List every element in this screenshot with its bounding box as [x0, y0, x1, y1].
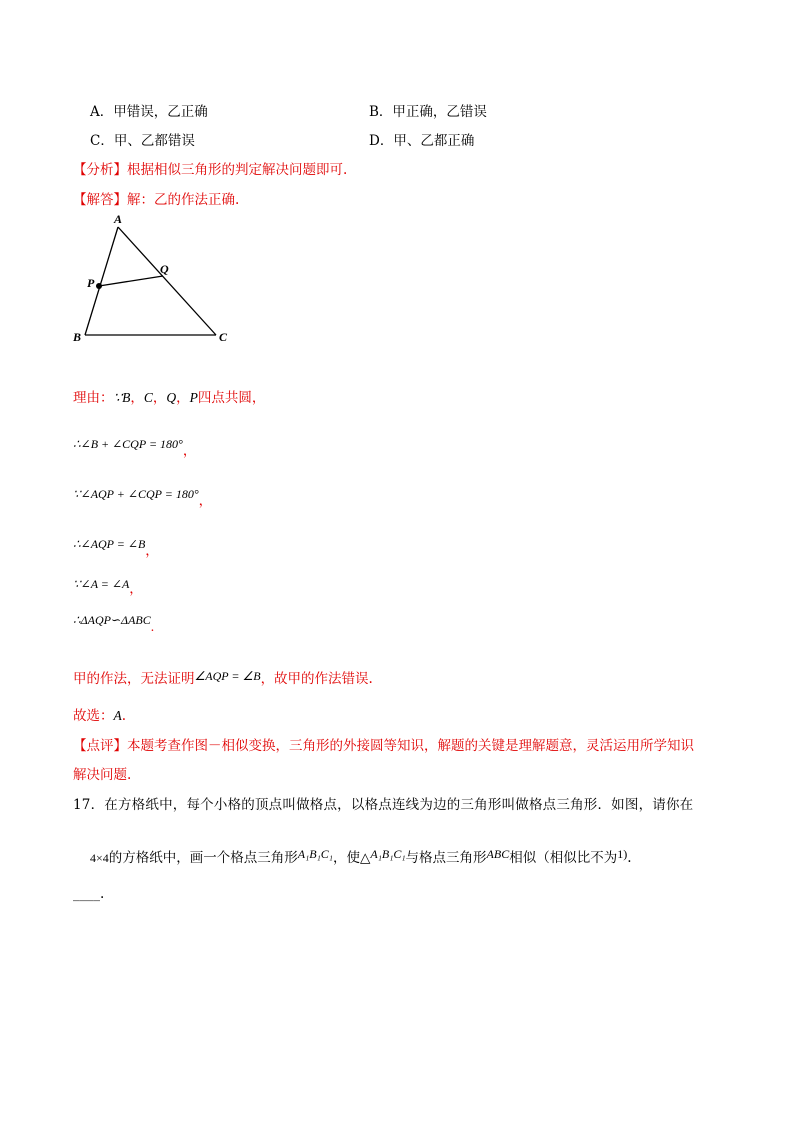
proof-line-4-math: ∵∠A = ∠A: [73, 577, 130, 591]
answer-text: 解：乙的作法正确.: [127, 192, 240, 208]
reason-comma-1: ，: [130, 390, 144, 406]
label-q: Q: [160, 262, 169, 276]
label-a: A: [114, 212, 123, 226]
q17-line-2-e: .: [627, 850, 632, 866]
proof-line-4-comma: ，: [129, 581, 143, 596]
reason-suffix: 四点共圆，: [197, 390, 266, 406]
label-c: C: [219, 330, 228, 344]
q17-one: 1): [617, 847, 628, 861]
segment-pq: [99, 276, 163, 286]
jia-prefix: 甲的作法，无法证明: [73, 671, 195, 687]
review-text-1: 本题考查作图－相似变换，三角形的外接圆等知识，解题的关键是理解题意，灵活运用所学知识: [127, 738, 694, 754]
triangle-figure: [66, 210, 246, 350]
point-p-dot: [96, 283, 102, 289]
option-b: B．甲正确，乙错误: [369, 104, 487, 120]
proof-line-1-comma: ，: [182, 443, 197, 458]
proof-line-5: [73, 612, 155, 634]
jia-math: ∠AQP = ∠B: [194, 669, 261, 683]
answer-line: [73, 188, 239, 208]
q17-line-2-c: 与格点三角形: [405, 850, 487, 866]
q17-answer-blank: ____.: [73, 886, 105, 902]
jia-line: [73, 667, 373, 687]
reason-comma-2: ，: [152, 390, 167, 406]
q17-tri-1: A₁B₁C₁: [297, 847, 333, 861]
q17-line-1: 17．在方格纸中，每个小格的顶点叫做格点，以格点连线为边的三角形叫做格点三角形．如图，请你在: [73, 797, 694, 813]
proof-line-4: [73, 572, 143, 596]
proof-line-2: [73, 482, 213, 508]
reason-math-c: C: [143, 390, 153, 405]
analysis-tag: 【分析】: [73, 162, 127, 178]
proof-line-1-math: ∴∠B + ∠CQP = 180°: [73, 437, 183, 451]
jia-suffix: ，故甲的作法错误.: [260, 671, 373, 687]
q17-line-2-b: ，使△: [332, 850, 371, 866]
q17-grid: 4×4: [90, 851, 109, 865]
proof-line-2-comma: ，: [198, 493, 213, 508]
proof-line-5-period: .: [150, 619, 155, 634]
label-p: P: [87, 276, 95, 290]
reason-math-b: ∵B: [113, 390, 131, 405]
review-line-2: 解决问题.: [73, 767, 132, 783]
proof-line-2-math: ∵∠AQP + ∠CQP = 180°: [73, 487, 199, 501]
option-a: A．甲错误，乙正确: [90, 104, 208, 120]
analysis-text: 根据相似三角形的判定解决问题即可.: [127, 162, 348, 178]
reason-prefix: 理由：: [73, 390, 114, 406]
proof-line-3-comma: ，: [145, 543, 159, 558]
answer-tag: 【解答】: [73, 192, 127, 208]
proof-line-3: [73, 532, 159, 558]
option-c: C．甲、乙都错误: [90, 133, 195, 149]
proof-line-3-math: ∴∠AQP = ∠B: [73, 537, 146, 551]
label-b: B: [73, 330, 82, 344]
proof-line-5-math: ∴ΔAQP∽ΔABC: [73, 613, 151, 627]
q17-tri-2: A₁B₁C₁: [370, 847, 406, 861]
option-d: D．甲、乙都正确: [369, 133, 475, 149]
choice-line: [73, 704, 126, 724]
choice-prefix: 故选：: [73, 708, 114, 724]
reason-comma-3: ，: [176, 390, 190, 406]
review-tag: 【点评】: [73, 738, 127, 754]
proof-line-1: [73, 432, 197, 458]
proof-reason: [73, 386, 265, 406]
q17-line-2: [90, 846, 632, 866]
reason-math-p: P: [189, 390, 198, 405]
choice-math: A: [113, 708, 122, 723]
choice-suffix: .: [121, 708, 127, 724]
review-line-1: [73, 734, 694, 754]
reason-math-q: Q: [166, 390, 177, 405]
q17-abc: ABC: [486, 847, 510, 861]
analysis-line: [73, 158, 347, 178]
q17-line-2-d: 相似（相似比不为: [509, 850, 618, 866]
q17-line-2-a: 的方格纸中，画一个格点三角形: [108, 850, 298, 866]
